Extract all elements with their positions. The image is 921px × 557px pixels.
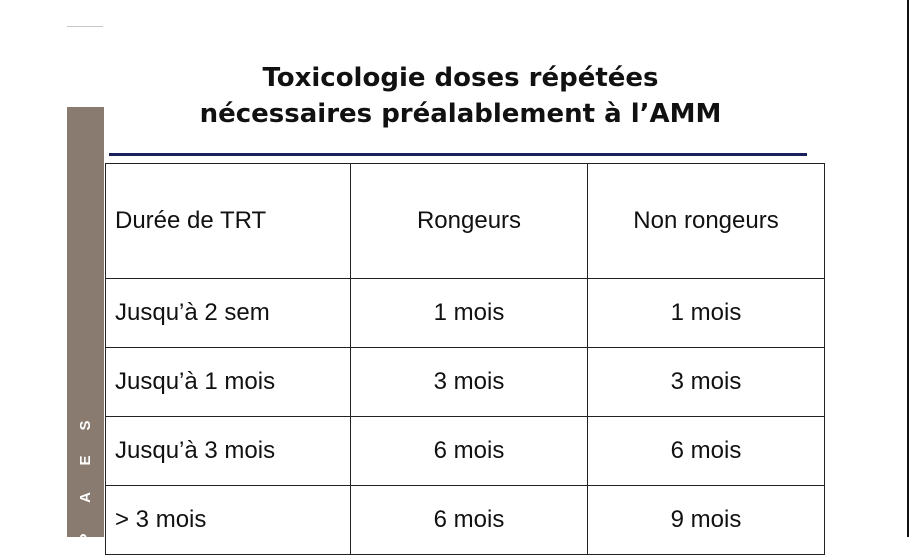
table-row: [106, 417, 825, 486]
slide-title: [104, 60, 817, 132]
header-cell-non-rodents: Non rongeurs: [588, 164, 825, 279]
title-underline: [109, 153, 807, 156]
sidebar-band: [67, 107, 104, 544]
toxicology-table: [105, 163, 825, 555]
table-cell-rodents: 6 mois: [351, 417, 588, 486]
table-cell-rodents: 3 mois: [351, 348, 588, 417]
sidebar-letter-s: S: [77, 420, 94, 431]
table-cell-duration: Jusqu’à 1 mois: [106, 348, 351, 417]
header-cell-rodents: Rongeurs: [351, 164, 588, 279]
table-row: [106, 348, 825, 417]
sidebar-letter-e: E: [77, 455, 94, 466]
table-cell-duration: > 3 mois: [106, 486, 351, 555]
table-cell-duration: Jusqu’à 2 sem: [106, 279, 351, 348]
sidebar-letter-p: P: [77, 533, 94, 544]
table-cell-non-rodents: 1 mois: [588, 279, 825, 348]
slide-title-line-2: nécessaires préalablement à l’AMM: [199, 99, 722, 129]
table-header-row: [106, 164, 825, 279]
table-cell-non-rodents: 3 mois: [588, 348, 825, 417]
header-cell-duration: Durée de TRT: [106, 164, 351, 279]
table-cell-non-rodents: 6 mois: [588, 417, 825, 486]
right-border-line: [907, 0, 909, 537]
table-cell-duration: Jusqu’à 3 mois: [106, 417, 351, 486]
table-cell-rodents: 6 mois: [351, 486, 588, 555]
table-cell-rodents: 1 mois: [351, 279, 588, 348]
table-row: [106, 486, 825, 555]
slide-title-line-1: Toxicologie doses répétées: [262, 63, 659, 93]
table-cell-non-rodents: 9 mois: [588, 486, 825, 555]
top-divider: [67, 26, 103, 27]
sidebar-letter-a: A: [77, 492, 94, 503]
table-row: [106, 279, 825, 348]
